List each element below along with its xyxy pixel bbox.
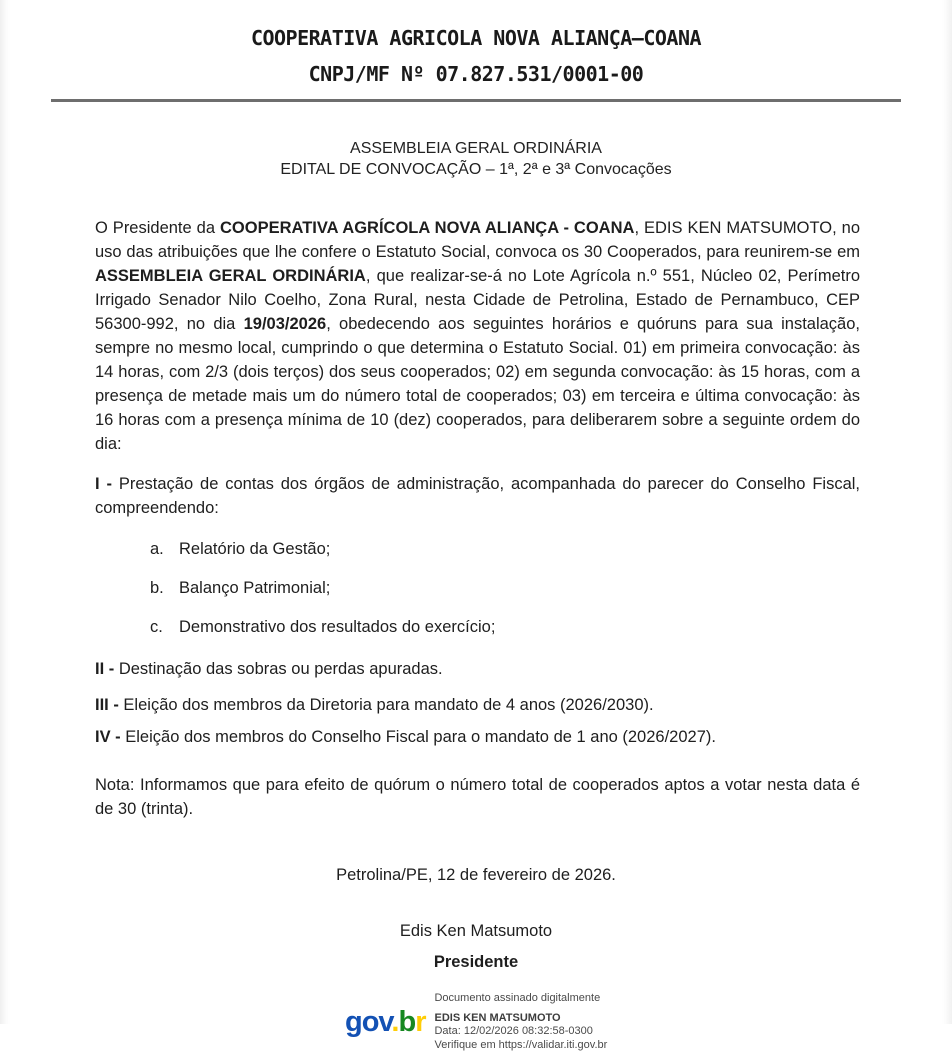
document-header <box>0 0 952 86</box>
document-subtitle <box>0 138 952 180</box>
agenda-item-4-text: Eleição dos membros do Conselho Fiscal para o mandato de 1 ano (2026/2027). <box>121 728 716 746</box>
agenda-item-3-text: Eleição dos membros da Diretoria para mandato de 4 anos (2026/2030). <box>119 696 654 714</box>
stamp-verify-url: Verifique em https://validar.iti.gov.br <box>434 1039 607 1052</box>
sub-item-c-label: c. <box>150 615 179 639</box>
agenda-item-1 <box>95 472 860 520</box>
agenda-sub-list <box>150 537 952 639</box>
sub-item-a-label: a. <box>150 537 179 561</box>
intro-bold-assembly: ASSEMBLEIA GERAL ORDINÁRIA <box>95 267 366 285</box>
cnpj-line: CNPJ/MF Nº 07.827.531/0001-00 <box>0 62 952 86</box>
agenda-item-3 <box>95 693 860 717</box>
stamp-date: Data: 12/02/2026 08:32:58-0300 <box>434 1025 607 1039</box>
intro-part-2: , EDIS KEN MATSUMOTO, no uso das atribuições que lhe confere o Estatuto Social, convoca os 30 Cooperados, para reunirem-se em <box>95 219 860 261</box>
agenda-item-2-text: Destinação das sobras ou perdas apuradas. <box>114 660 442 678</box>
sub-item-c-text: Demonstrativo dos resultados do exercício; <box>179 618 495 636</box>
intro-part-1: O Presidente da <box>95 219 220 237</box>
agenda-item-1-label: I - <box>95 475 112 493</box>
header-divider <box>51 99 901 102</box>
stamp-text-block <box>434 992 607 1052</box>
signer-name: Edis Ken Matsumoto <box>0 919 952 943</box>
agenda-item-4 <box>95 725 860 749</box>
govbr-logo-icon <box>345 1007 425 1037</box>
document-body <box>0 216 952 974</box>
sub-item-c <box>150 615 952 639</box>
digital-signature-stamp <box>345 992 952 1052</box>
date-line: Petrolina/PE, 12 de fevereiro de 2026. <box>0 863 952 887</box>
intro-part-4: , obedecendo aos seguintes horários e quóruns para sua instalação, sempre no mesmo local, cumprindo o que determina o Estatuto Social. 01) em primeira convocação: às 14 horas, com 2/3 (dois terços) dos seus cooperados; 02) em segunda convocação: às 15 horas, com a presença de metade mais um do número total de cooperados; 03) em terceira e última convocação: às 16 horas com a presença mínima de 10 (dez) cooperados, para deliberarem sobre a seguinte ordem do dia: <box>95 315 860 453</box>
sub-item-b-text: Balanço Patrimonial; <box>179 579 330 597</box>
sub-item-b-label: b. <box>150 576 179 600</box>
agenda-item-1-text: Prestação de contas dos órgãos de administração, acompanhada do parecer do Conselho Fiscal, compreendendo: <box>95 475 860 517</box>
stamp-signed-digitally-label: Documento assinado digitalmente <box>434 992 607 1006</box>
govbr-logo-dot: . <box>391 1006 398 1038</box>
sub-item-a-text: Relatório da Gestão; <box>179 540 330 558</box>
subtitle-line-1: ASSEMBLEIA GERAL ORDINÁRIA <box>0 138 952 159</box>
agenda-item-2-label: II - <box>95 660 114 678</box>
subtitle-line-2: EDITAL DE CONVOCAÇÃO – 1ª, 2ª e 3ª Convocações <box>0 159 952 180</box>
org-name-title: COOPERATIVA AGRICOLA NOVA ALIANÇA–COANA <box>0 26 952 50</box>
govbr-logo-b: b <box>398 1006 415 1038</box>
agenda-item-2 <box>95 657 860 681</box>
govbr-logo-gov: gov <box>345 1006 391 1038</box>
intro-part-3: , que realizar-se-á no Lote Agrícola n.º 551, Núcleo 02, Perímetro Irrigado Senador Nilo Coelho, Zona Rural, nesta Cidade de Petrolina, Estado de Pernambuco, CEP 56300-992, no dia <box>95 267 860 333</box>
agenda-item-4-label: IV - <box>95 728 121 746</box>
intro-paragraph <box>95 216 860 456</box>
sub-item-b <box>150 576 952 600</box>
govbr-logo-r: r <box>415 1006 425 1038</box>
agenda-item-3-label: III - <box>95 696 119 714</box>
stamp-signer-name: EDIS KEN MATSUMOTO <box>434 1012 607 1026</box>
intro-bold-date: 19/03/2026 <box>244 315 327 333</box>
sub-item-a <box>150 537 952 561</box>
intro-bold-org: COOPERATIVA AGRÍCOLA NOVA ALIANÇA - COANA <box>220 219 634 237</box>
signer-title: Presidente <box>0 950 952 974</box>
quorum-note: Nota: Informamos que para efeito de quórum o número total de cooperados aptos a votar nesta data é de 30 (trinta). <box>95 773 860 821</box>
